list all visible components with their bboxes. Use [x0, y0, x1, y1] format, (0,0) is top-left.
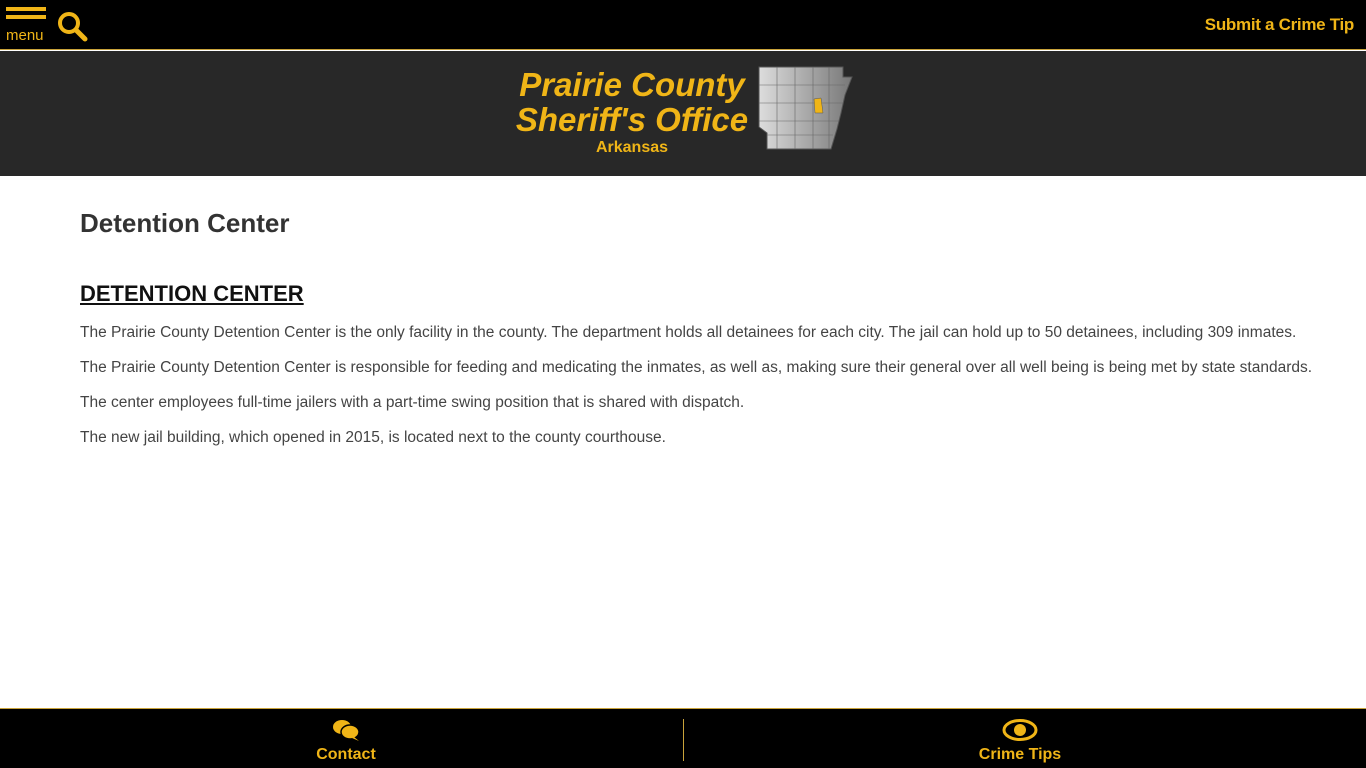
logo-state: Arkansas	[595, 139, 669, 156]
contact-label: Contact	[316, 746, 376, 763]
search-icon[interactable]	[56, 10, 88, 42]
page-title: Detention Center	[80, 208, 290, 238]
menu-label: menu	[6, 27, 44, 44]
footer-bar	[0, 708, 1366, 768]
paragraph: The center employees full-time jailers with a part-time swing position that is shared with dispatch.	[80, 394, 745, 411]
paragraph: The Prairie County Detention Center is responsible for feeding and medicating the inmates, as well as, making sure their general over all well being is being met by state standards.	[80, 359, 1313, 376]
site-header	[0, 51, 1366, 176]
logo-title-line1: Prairie County	[519, 66, 745, 103]
crime-tips-label: Crime Tips	[978, 746, 1062, 763]
main-content	[80, 208, 1360, 463]
logo-title-line2: Sheriff's Office	[515, 101, 749, 138]
menu-button[interactable]	[6, 7, 46, 43]
eye-icon	[1002, 719, 1038, 741]
contact-button[interactable]	[246, 719, 446, 764]
footer-divider	[683, 719, 684, 761]
chat-bubbles-icon	[332, 719, 360, 741]
paragraph: The Prairie County Detention Center is the only facility in the county. The department holds all detainees for each city. The jail can hold up to 50 detainees, including 309 inmates.	[80, 324, 1297, 341]
arkansas-map-icon	[757, 65, 853, 151]
top-bar	[0, 0, 1366, 50]
section-heading: DETENTION CENTER	[80, 281, 304, 306]
submit-crime-tip-link[interactable]: Submit a Crime Tip	[1204, 15, 1354, 34]
paragraph: The new jail building, which opened in 2015, is located next to the county courthouse.	[80, 429, 666, 446]
hamburger-icon-bar	[6, 15, 46, 19]
crime-tips-button[interactable]	[920, 719, 1120, 764]
hamburger-icon	[6, 7, 46, 11]
site-logo[interactable]	[515, 67, 855, 162]
